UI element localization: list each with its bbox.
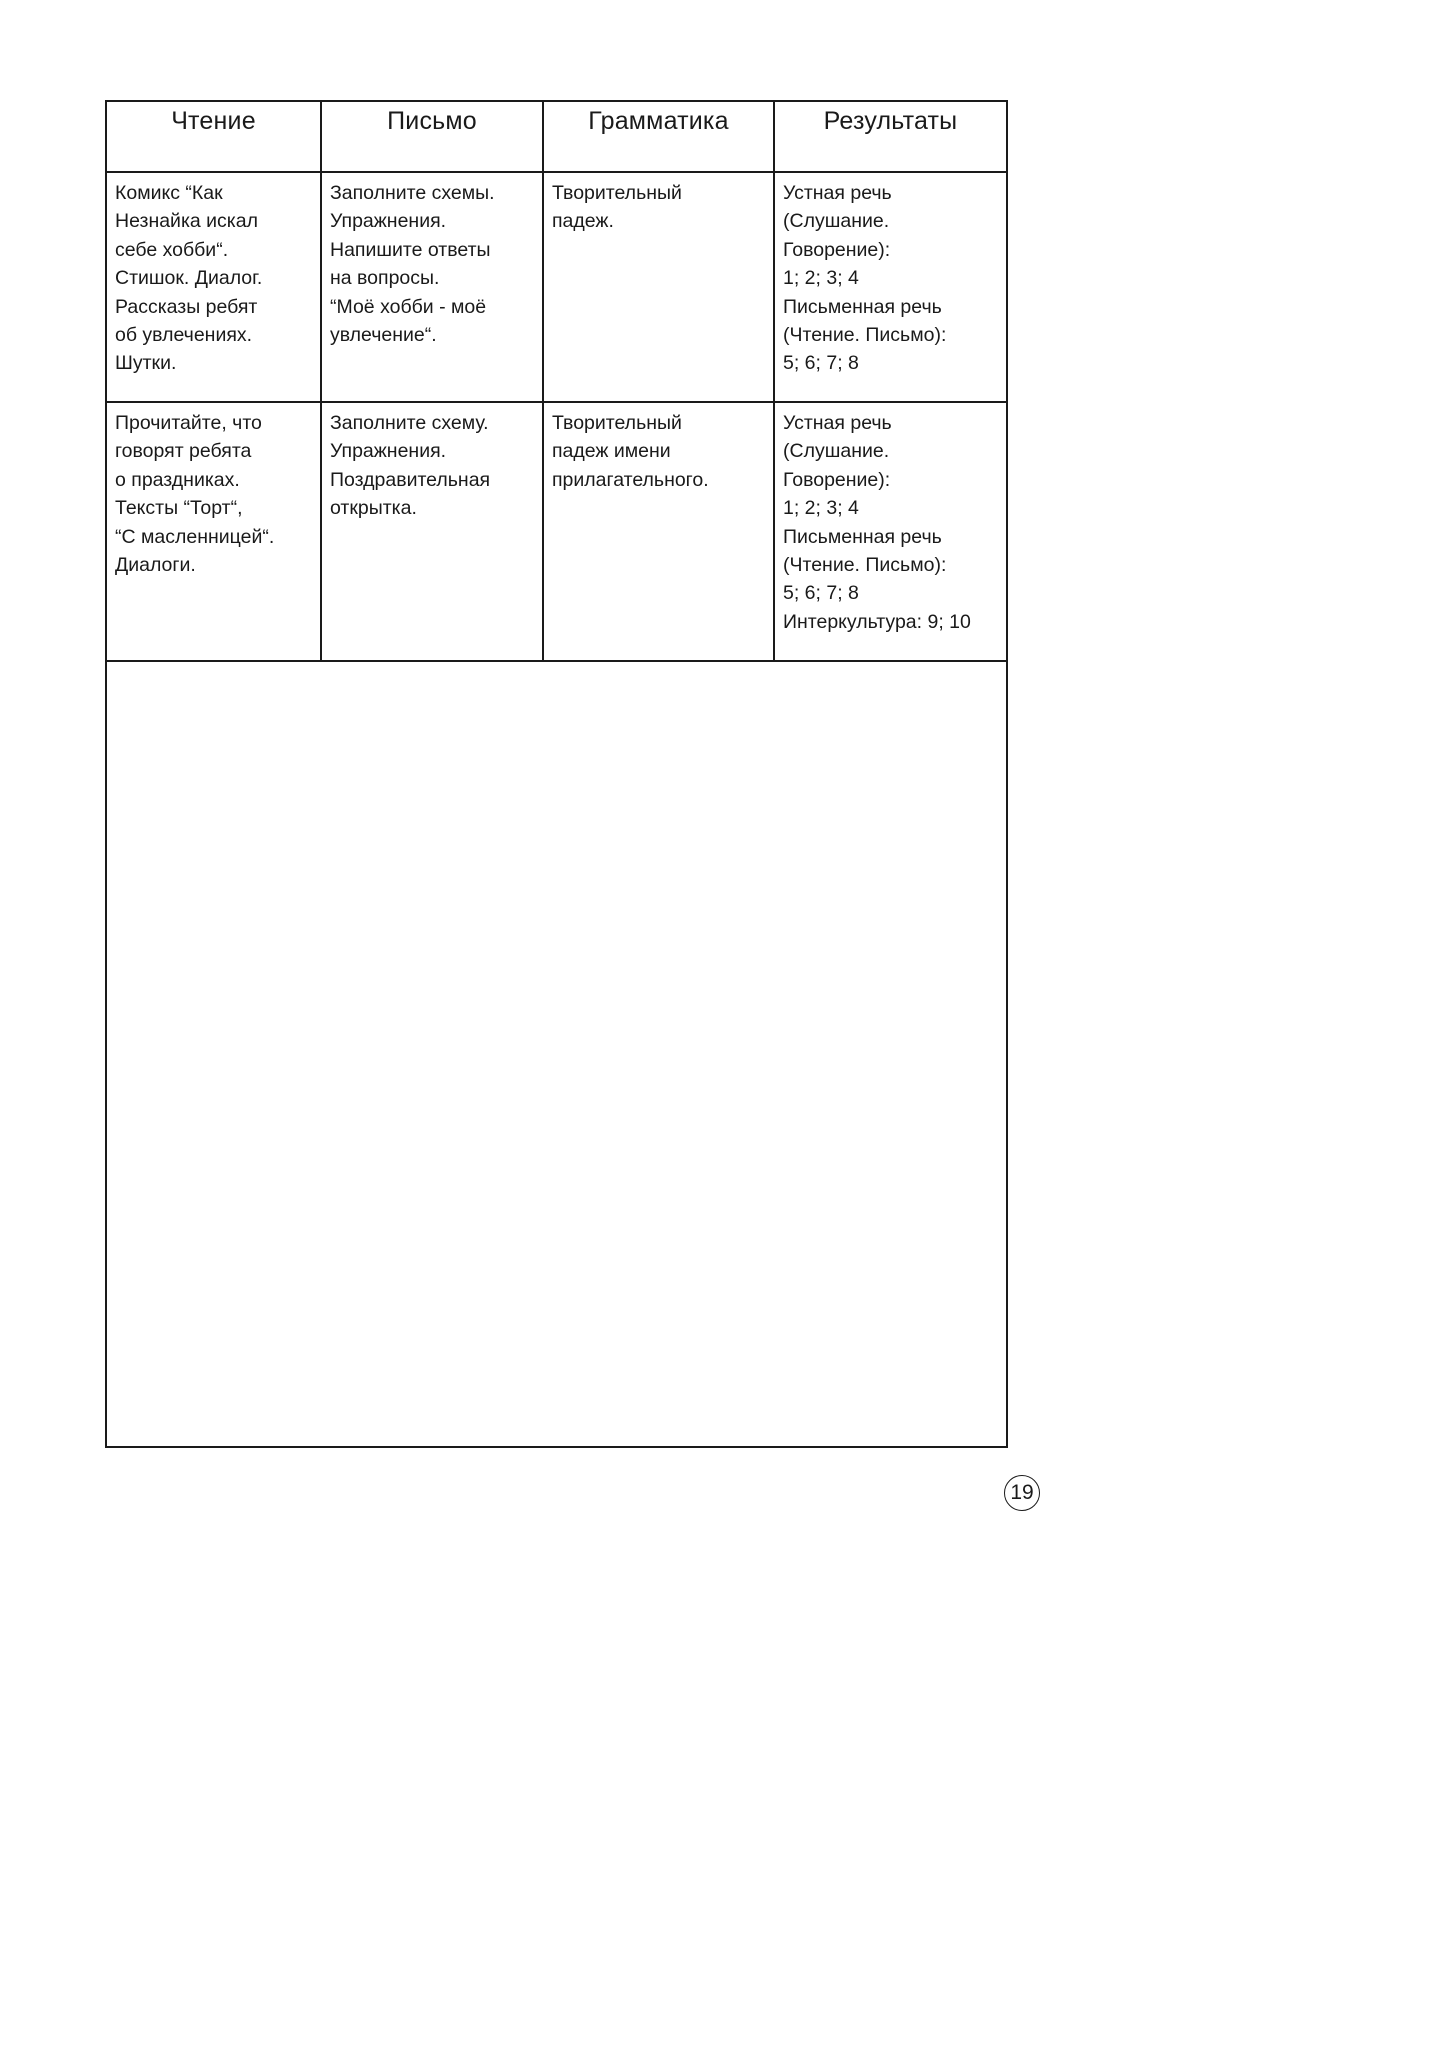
cell-writing <box>321 402 543 661</box>
header-reading: Чтение <box>107 102 321 172</box>
cell-results <box>774 402 1006 661</box>
cell-line: Шутки. <box>115 352 177 375</box>
cell-line: говорят ребята <box>115 440 252 463</box>
cell-line: Стишок. Диалог. <box>115 267 263 290</box>
cell-line: Устная речь <box>783 412 892 434</box>
cell-line: Заполните схемы. <box>330 182 495 204</box>
cell-line: “Моё хобби - моё <box>330 295 487 318</box>
cell-reading <box>107 402 321 661</box>
cell-line: 5; 6; 7; 8 <box>783 582 859 605</box>
page-frame <box>105 100 1008 1448</box>
table-row <box>107 172 1006 402</box>
page-number: 19 <box>1004 1475 1040 1511</box>
cell-line: 1; 2; 3; 4 <box>783 497 859 520</box>
header-writing: Письмо <box>321 102 543 172</box>
cell-grammar <box>543 402 774 661</box>
cell-line: Напишите ответы <box>330 238 491 261</box>
cell-line: Заполните схему. <box>330 412 489 434</box>
cell-line: Прочитайте, что <box>115 412 262 434</box>
cell-results <box>774 172 1006 402</box>
cell-line: “С масленницей“. <box>115 525 275 548</box>
cell-line: падеж. <box>552 210 614 233</box>
cell-line: (Слушание. <box>783 210 890 233</box>
cell-line: об увлечениях. <box>115 324 253 347</box>
cell-line: Устная речь <box>783 182 892 204</box>
cell-line: Поздравительная <box>330 468 491 491</box>
cell-line: прилагательного. <box>552 468 709 491</box>
cell-line: (Слушание. <box>783 440 890 463</box>
cell-line: Творительный <box>552 412 682 434</box>
cell-line: себе хобби“. <box>115 238 229 261</box>
cell-line: Письменная речь <box>783 295 942 318</box>
cell-line: 5; 6; 7; 8 <box>783 352 859 375</box>
cell-line: Диалоги. <box>115 554 196 577</box>
cell-line: падеж имени <box>552 440 671 463</box>
table-header-row <box>107 102 1006 172</box>
cell-line: Незнайка искал <box>115 210 258 233</box>
cell-writing <box>321 172 543 402</box>
header-grammar: Грамматика <box>543 102 774 172</box>
cell-grammar <box>543 172 774 402</box>
cell-line: (Чтение. Письмо): <box>783 324 947 347</box>
cell-line: Упражнения. <box>330 210 447 233</box>
cell-line: Комикс “Как <box>115 182 223 204</box>
header-results: Результаты <box>774 102 1006 172</box>
cell-line: Творительный <box>552 182 682 204</box>
cell-line: о праздниках. <box>115 468 240 491</box>
cell-line: на вопросы. <box>330 267 440 290</box>
lesson-plan-table <box>107 102 1006 662</box>
cell-line: Говорение): <box>783 468 891 491</box>
cell-line: (Чтение. Письмо): <box>783 554 947 577</box>
cell-line: Упражнения. <box>330 440 447 463</box>
cell-line: увлечение“. <box>330 324 437 347</box>
cell-line: 1; 2; 3; 4 <box>783 267 859 290</box>
cell-line: открытка. <box>330 497 417 520</box>
cell-line: Письменная речь <box>783 525 942 548</box>
cell-line: Рассказы ребят <box>115 295 258 318</box>
cell-line: Говорение): <box>783 238 891 261</box>
cell-reading <box>107 172 321 402</box>
table-row <box>107 402 1006 661</box>
cell-line: Тексты “Торт“, <box>115 497 243 520</box>
cell-line: Интеркультура: 9; 10 <box>783 610 971 633</box>
